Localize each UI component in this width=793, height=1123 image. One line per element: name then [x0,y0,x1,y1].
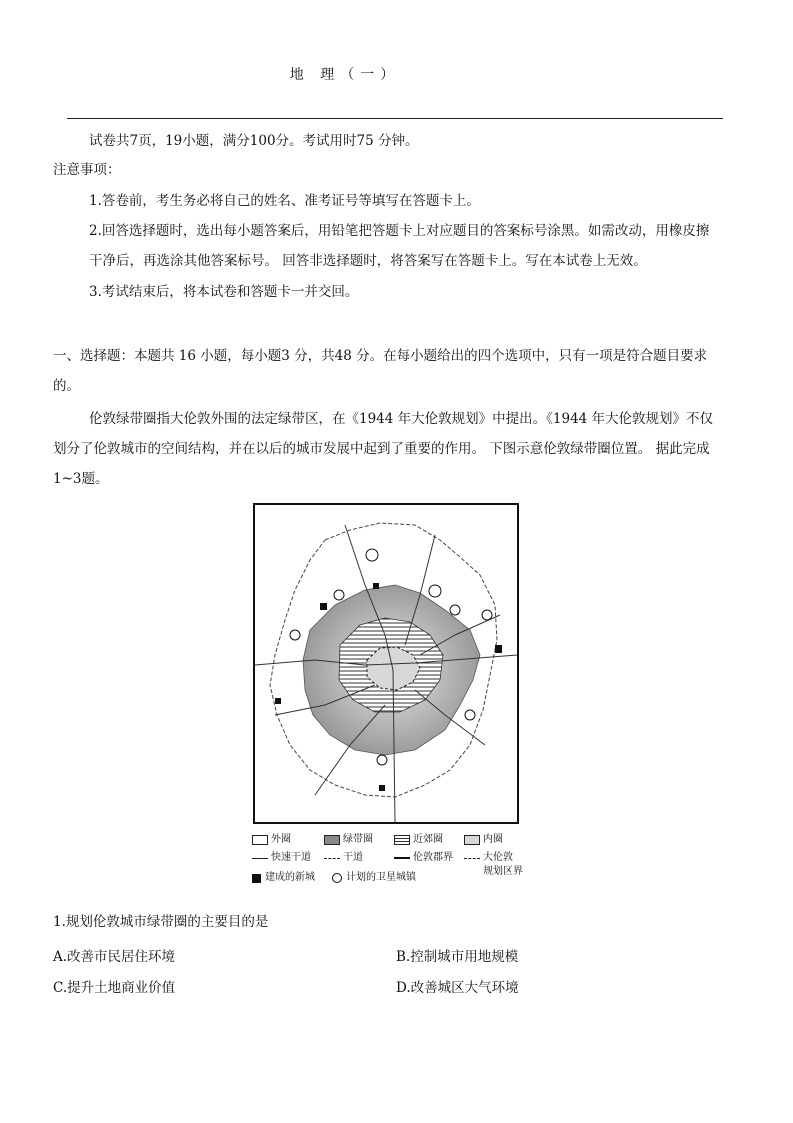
page-title: 地 理（一） [289,67,401,83]
notice-item-3: 3.考试结束后，将本试卷和答题卡一并交回。 [89,284,359,300]
map-drawing [255,505,517,822]
london-boundary-line [394,857,410,859]
legend-planning-boundary [464,851,523,879]
london-greenbelt-map [253,503,519,824]
legend-inner-label: 内圈 [483,834,503,845]
outer-swatch [252,835,268,845]
legend-planning-boundary-label-b: 规划区界 [483,866,523,877]
planning-boundary-line [464,858,480,859]
legend-green-label: 绿带圈 [343,834,373,845]
legend-suburb [394,833,443,847]
green-belt-swatch [324,835,340,845]
passage-line-3: 1~3题。 [53,471,109,487]
legend-outer [252,833,291,847]
section-heading-cont: 的。 [53,378,80,394]
legend-london-boundary [394,851,453,865]
legend-planning-boundary-label-a: 大伦敦 [483,852,513,863]
header-divider [67,118,723,119]
notice-item-1: 1.答卷前，考生务必将自己的姓名、准考证号等填写在答题卡上。 [89,193,480,209]
legend-new-town [252,871,315,885]
question-1-stem: 1.规划伦敦城市绿带圈的主要目的是 [53,914,269,930]
legend-green [324,833,373,847]
option-a: A.改善市民居住环境 [53,949,176,965]
notice-title: 注意事项： [53,162,121,178]
inner-swatch [464,835,480,845]
expressway-line [252,858,268,859]
notice-item-2: 2.回答选择题时，选出每小题答案后，用铅笔把答题卡上对应题目的答案标号涂黑。如需改动，用橡皮擦 [89,223,710,239]
legend-inner [464,833,503,847]
legend-expressway [252,851,311,865]
notice-item-2-cont: 干净后，再选涂其他答案标号。 回答非选择题时，将答案写在答题卡上。写在本试卷上无效。 [89,253,647,269]
legend-outer-label: 外圈 [271,834,291,845]
legend-trunk [324,851,363,865]
legend-satellite [332,871,416,885]
passage-line-1: 伦敦绿带圈指大伦敦外围的法定绿带区，在《1944 年大伦敦规划》中提出。《1944 年大伦敦规划》不仅 [89,411,714,427]
legend-expressway-label: 快速干道 [271,852,311,863]
legend-london-boundary-label: 伦敦郡界 [413,852,453,863]
satellite-marker [332,873,342,883]
new-town-marker [252,874,261,883]
suburb-swatch [394,835,410,845]
option-c: C.提升土地商业价值 [53,980,176,996]
map-legend [252,833,542,893]
option-d: D.改善城区大气环境 [396,980,519,996]
legend-satellite-label: 计划的卫星城镇 [346,872,416,883]
passage-line-2: 划分了伦敦城市的空间结构，并在以后的城市发展中起到了重要的作用。 下图示意伦敦绿带圈位置。 据此完成 [53,441,710,457]
legend-trunk-label: 干道 [343,852,363,863]
option-b: B.控制城市用地规模 [396,949,519,965]
trunk-line [324,858,340,859]
legend-planning-boundary-text [483,851,523,879]
legend-suburb-label: 近郊圈 [413,834,443,845]
section-heading: 一、选择题：本题共 16 小题，每小题3 分，共48 分。在每小题给出的四个选项中，只有一项是符合题目要求 [53,348,708,364]
exam-info: 试卷共7页，19小题，满分100分。考试用时75 分钟。 [89,133,419,149]
legend-new-town-label: 建成的新城 [265,872,315,883]
